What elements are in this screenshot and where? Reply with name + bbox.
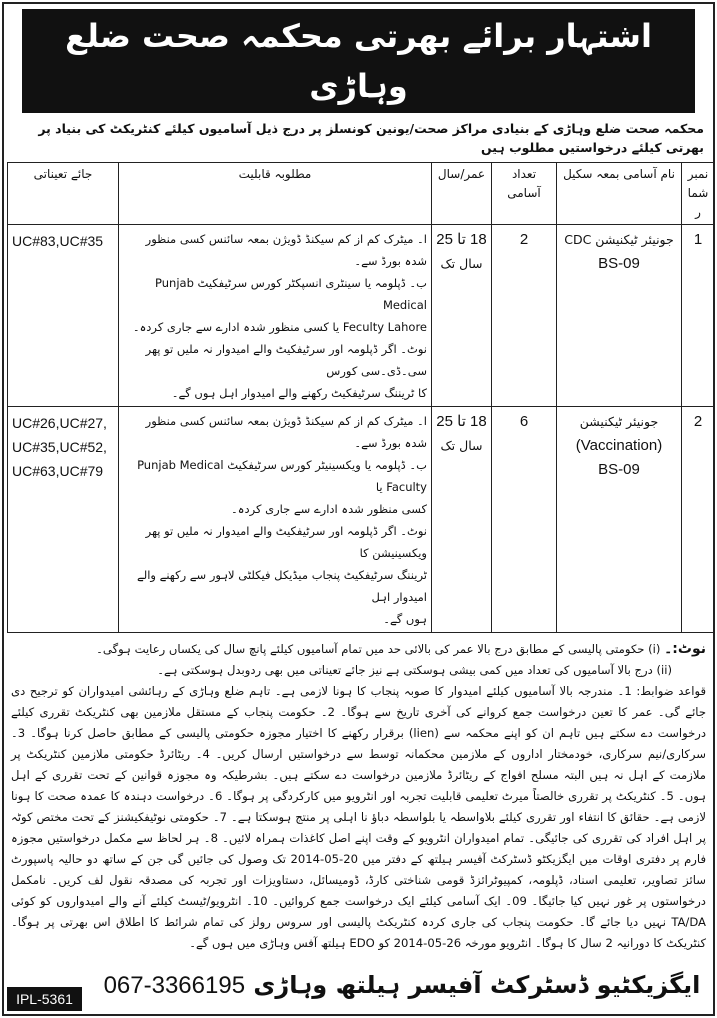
ad-frame <box>2 2 715 1016</box>
qualification-line: ا۔ میٹرک کم از کم سیکنڈ ڈویژن بمعہ سائنس کسی منظور شدہ بورڈ سے۔ <box>145 414 427 450</box>
qualification-line: ٹریننگ سرٹیفکیٹ پنجاب میڈیکل فیکلٹی لاہور سے رکھنے والے امیدوار اہل <box>136 568 427 604</box>
post-count: 6 <box>492 407 557 633</box>
qualification-line: کسی منظور شدہ ادارے سے جاری کردہ۔ <box>231 502 427 516</box>
note-2: (ii) درج بالا آسامیوں کی تعداد میں کمی بیشی ہوسکتی ہے نیز جائے تعیناتی میں بھی ردوبدل ہوسکتی ہے۔ <box>157 663 672 677</box>
posting <box>8 407 119 633</box>
note-1 <box>11 639 706 660</box>
age-line1: 18 تا 25 <box>436 413 487 430</box>
qualification-line: ہوں گے۔ <box>383 612 427 626</box>
post-count: 2 <box>492 225 557 407</box>
header-age: عمر/سال <box>432 163 492 225</box>
header-qualification: مطلوبہ قابلیت <box>119 163 432 225</box>
office-name: ایگزیکٹیو ڈسٹرکٹ آفیسر ہیلتھ وہاڑی <box>253 971 701 999</box>
post-scale: BS-09 <box>598 461 640 478</box>
table-row <box>8 225 715 407</box>
age-range <box>432 225 492 407</box>
post-title: جونیئر ٹیکنیشن <box>579 414 659 429</box>
qualification-line: Feculty Lahore یا کسی منظور شدہ ادارے سے جاری کردہ۔ <box>132 320 427 334</box>
footer-row <box>7 968 710 1011</box>
table-header <box>8 163 715 225</box>
qualification-line: ب۔ ڈپلومہ یا ویکسینیٹر کورس سرٹیفکیٹ Punjab Medical Faculty یا <box>137 458 427 494</box>
banner-title: اشتہار برائے بھرتی محکمہ صحت ضلع وہاڑی <box>22 9 695 113</box>
table-row <box>8 407 715 633</box>
post-scale: BS-09 <box>598 255 640 272</box>
post-sub: (Vaccination) <box>575 437 663 454</box>
header-post: نام آسامی بمعہ سکیل <box>557 163 682 225</box>
qualification-line: نوٹ۔ اگر ڈپلومہ اور سرٹیفکیٹ والے امیدوار نہ ملیں تو پھر ویکسینیشن کا <box>145 524 427 560</box>
age-range <box>432 407 492 633</box>
footer-contact <box>94 968 710 1011</box>
posting-line: UC#26,UC#27, <box>12 415 107 431</box>
note-label: نوٹ:۔ <box>664 641 706 657</box>
posts-table <box>7 162 715 633</box>
qualification-line: کا ٹریننگ سرٹیفکیٹ رکھنے والے امیدوار اہل ہوں گے۔ <box>171 386 427 400</box>
post-title: جونیئر ٹیکنیشن CDC <box>564 232 674 247</box>
qualification-line: نوٹ۔ اگر ڈپلومہ اور سرٹیفکیٹ والے امیدوار نہ ملیں تو پھر سی۔ڈی۔سی کورس <box>145 342 427 378</box>
header-serial: نمبر شمار <box>682 163 715 225</box>
qualification <box>119 225 432 407</box>
intro-text: محکمہ صحت ضلع وہاڑی کے بنیادی مراکز صحت/یونین کونسلز پر درج ذیل آسامیوں کیلئے کنٹریکٹ کی بنیاد پر بھرتی کیلئے درخواستیں مطلوب ہیں <box>38 121 704 155</box>
qualification <box>119 407 432 633</box>
ad-code: IPL-5361 <box>7 987 82 1011</box>
rules-paragraph: قواعد ضوابط: 1۔ مندرجہ بالا آسامیوں کیلئے امیدوار کا صوبہ پنجاب کا ہونا لازمی ہے۔ تاہم ضلع وہاڑی کے رہائشی امیدواران کو ترجیح دی جائے گی۔ عمر کا تعین درخواست جمع کروانے کی آخری تاریخ سے ہوگا۔ 2۔ حکومت پنجاب کے مستقل ملازمین بھی کنٹریکٹ تقرری کیلئے درخواست دے سکتے ہیں تاہم ان کو اپنے محکمہ سے (lien) برقرار رکھنے کا اختیار مجوزہ حکومتی پالیسی کے مطابق حاصل کرنا ہوگا۔ 3۔ سرکاری/نیم سرکاری، خودمختار اداروں کے ملازمین محکمانہ توسط سے درخواستیں ارسال کریں۔ 4۔ ریٹائرڈ حکومتی ملازمین کنٹریکٹ پر ملازمت کے اہل نہ ہیں البتہ مسلح افواج کے ریٹائرڈ ملازمین درخواست دے سکتے ہیں۔ بشرطیکہ وہ مجوزہ قوانین کے تحت تقرری کے اہل ہوں۔ 5۔ کنٹریکٹ پر تقرری خالصتاً میرٹ تعلیمی قابلیت تجربہ اور انٹرویو میں کارکردگی پر ہوگا۔ 6۔ درخواست دہندہ کا عمدہ صحت کا ہونا لازمی ہے۔ حقائق کا انتفاء اور تقرری کیلئے بلاواسطہ یا بلواسطہ دباؤ نا اہلی پر منتج ہوسکتا ہے۔ 7۔ حکومتی نوٹیفکیشنز کے تحت مختص کوٹہ پر اہل افراد کی تقرری کی جائیگی۔ تمام امیدواران انٹرویو کے وقت اپنے اصل کاغذات ہمراہ لائیں۔ 8۔ ہر لحاظ سے مکمل درخواستیں مجوزہ فارم پر دفتری اوقات میں ایگزیکٹو ڈسٹرکٹ آفیسر ہیلتھ کے دفتر میں 20-05-2014 تک وصول کی جائیں گی جن کے ساتھ دو حالیہ پاسپورٹ سائز تصاویر، تعلیمی اسناد، ڈپلومہ، کمپیوٹرائزڈ قومی شناختی کارڈ، ڈومیسائل، دستاویزات اور تجربہ کی مصدقہ نقول لف کریں۔ نامکمل درخواستوں پر غور نہیں کیا جائیگا۔ 09۔ ایک آسامی کیلئے ایک درخواست جمع کروائیں۔ 10۔ انٹرویو/ٹیسٹ کیلئے آنے والے امیدواروں کو کوئی TA/DA نہیں دیا جائے گا۔ حکومت پنجاب کی جاری کردہ کنٹریکٹ پالیسی اور سروس رولز کی تمام شرائط کا اطلاق اس بھرتی پر ہوگا۔ کنٹریکٹ کا دورانیہ 2 سال کا ہوگا۔ انٹرویو مورخہ 26-05-2014 کو EDO ہیلتھ آفس وہاڑی میں ہوں گے۔ <box>11 684 707 950</box>
posting-line: UC#63,UC#79 <box>12 463 104 479</box>
header-count: تعداد آسامی <box>492 163 557 225</box>
posting <box>8 225 119 407</box>
posting-line: UC#35,UC#52, <box>12 439 107 455</box>
post-name <box>557 225 682 407</box>
age-line2: سال تک <box>440 438 483 453</box>
qualification-line: ب۔ ڈپلومہ یا سینٹری انسپکٹر کورس سرٹیفکیٹ Punjab Medical <box>155 276 427 312</box>
phone-number: 067-3366195 <box>103 972 246 999</box>
post-name <box>557 407 682 633</box>
qualification-line: ا۔ میٹرک کم از کم سیکنڈ ڈویژن بمعہ سائنس کسی منظور شدہ بورڈ سے۔ <box>145 232 427 268</box>
header-posting: جائے تعیناتی <box>8 163 119 225</box>
serial: 1 <box>682 225 715 407</box>
posting-line: UC#83,UC#35 <box>12 233 104 249</box>
age-line2: سال تک <box>440 256 483 271</box>
notes-section <box>11 639 706 954</box>
age-line1: 18 تا 25 <box>436 231 487 248</box>
serial: 2 <box>682 407 715 633</box>
note-1-text: (i) حکومتی پالیسی کے مطابق درج بالا عمر کی بالائی حد میں تمام آسامیوں کیلئے پانچ سال کی یکساں رعایت ہوگی۔ <box>96 642 661 656</box>
